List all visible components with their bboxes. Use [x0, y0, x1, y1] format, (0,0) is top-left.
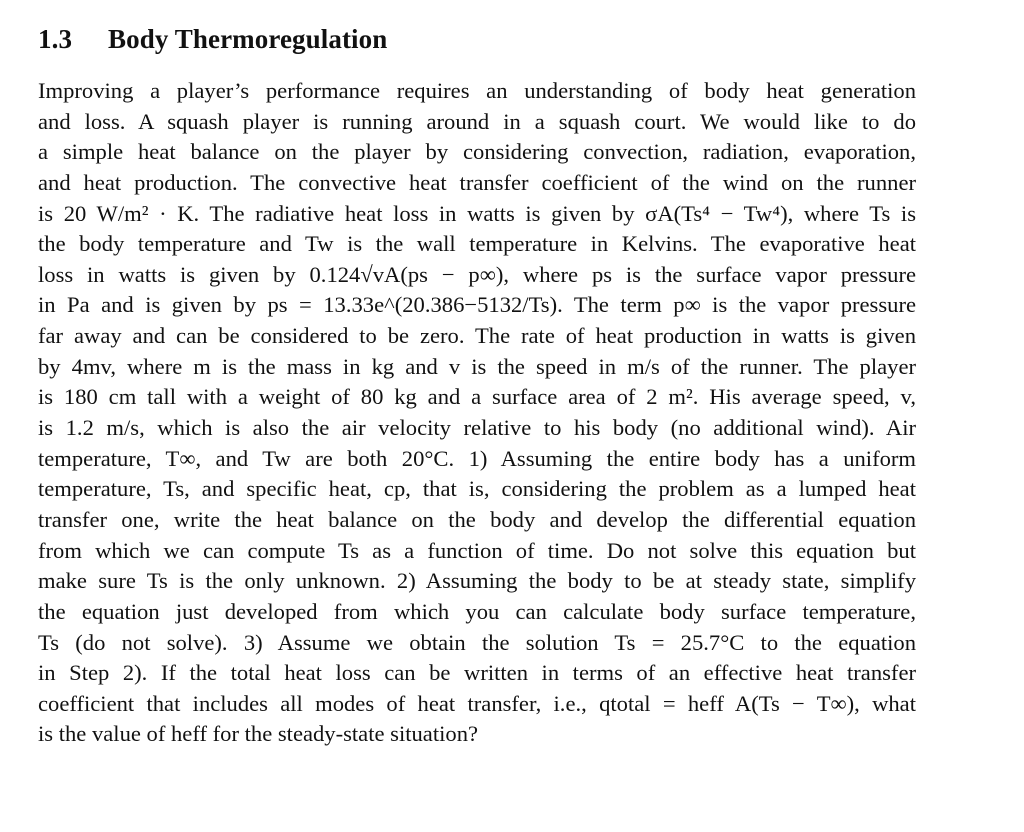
paragraph-line: make sure Ts is the only unknown. 2) Assuming the body to be at steady state, simplify [38, 568, 916, 594]
paragraph-line: loss in watts is given by 0.124√vA(ps − p∞), where ps is the surface vapor pressure [38, 261, 916, 287]
paragraph-line: temperature, T∞, and Tw are both 20°C. 1) Assuming the entire body has a uniform [38, 445, 916, 471]
section-number: 1.3 [38, 24, 73, 54]
paragraph-line: and loss. A squash player is running around in a squash court. We would like to do [38, 108, 916, 134]
paragraph-line: in Step 2). If the total heat loss can be written in terms of an effective heat transfer [38, 660, 916, 686]
paragraph-line: by 4mv, where m is the mass in kg and v is the speed in m/s of the runner. The player [38, 353, 916, 379]
section-title: Body Thermoregulation [108, 24, 388, 54]
section-heading [38, 24, 387, 55]
paragraph-line: the body temperature and Tw is the wall temperature in Kelvins. The evaporative heat [38, 231, 916, 257]
paragraph-line: temperature, Ts, and specific heat, cp, that is, considering the problem as a lumped heat [38, 476, 916, 502]
paragraph-line: Improving a player’s performance requires an understanding of body heat generation [38, 78, 916, 103]
problem-paragraph [38, 76, 916, 750]
paragraph-line: from which we can compute Ts as a function of time. Do not solve this equation but [38, 537, 916, 563]
paragraph-line: is 180 cm tall with a weight of 80 kg and a surface area of 2 m². His average speed, v, [38, 384, 916, 410]
paragraph-line: is 1.2 m/s, which is also the air velocity relative to his body (no additional wind). Air [38, 415, 916, 441]
paragraph-line: far away and can be considered to be zero. The rate of heat production in watts is given [38, 323, 916, 349]
paragraph-line: Ts (do not solve). 3) Assume we obtain the solution Ts = 25.7°C to the equation [38, 629, 916, 655]
paragraph-line: coefficient that includes all modes of heat transfer, i.e., qtotal = heff A(Ts − T∞), what [38, 690, 916, 716]
paragraph-line: in Pa and is given by ps = 13.33e^(20.386−5132/Ts). The term p∞ is the vapor pressure [38, 292, 916, 318]
paragraph-line: a simple heat balance on the player by considering convection, radiation, evaporation, [38, 139, 916, 165]
paragraph-line: is the value of heff for the steady-state situation? [38, 721, 479, 747]
paragraph-line: transfer one, write the heat balance on the body and develop the differential equation [38, 506, 916, 532]
paragraph-line: and heat production. The convective heat transfer coefficient of the wind on the runner [38, 169, 916, 195]
paragraph-line: is 20 W/m² · K. The radiative heat loss in watts is given by σA(Ts⁴ − Tw⁴), where Ts is [38, 200, 916, 226]
paragraph-line: the equation just developed from which you can calculate body surface temperature, [38, 598, 916, 624]
